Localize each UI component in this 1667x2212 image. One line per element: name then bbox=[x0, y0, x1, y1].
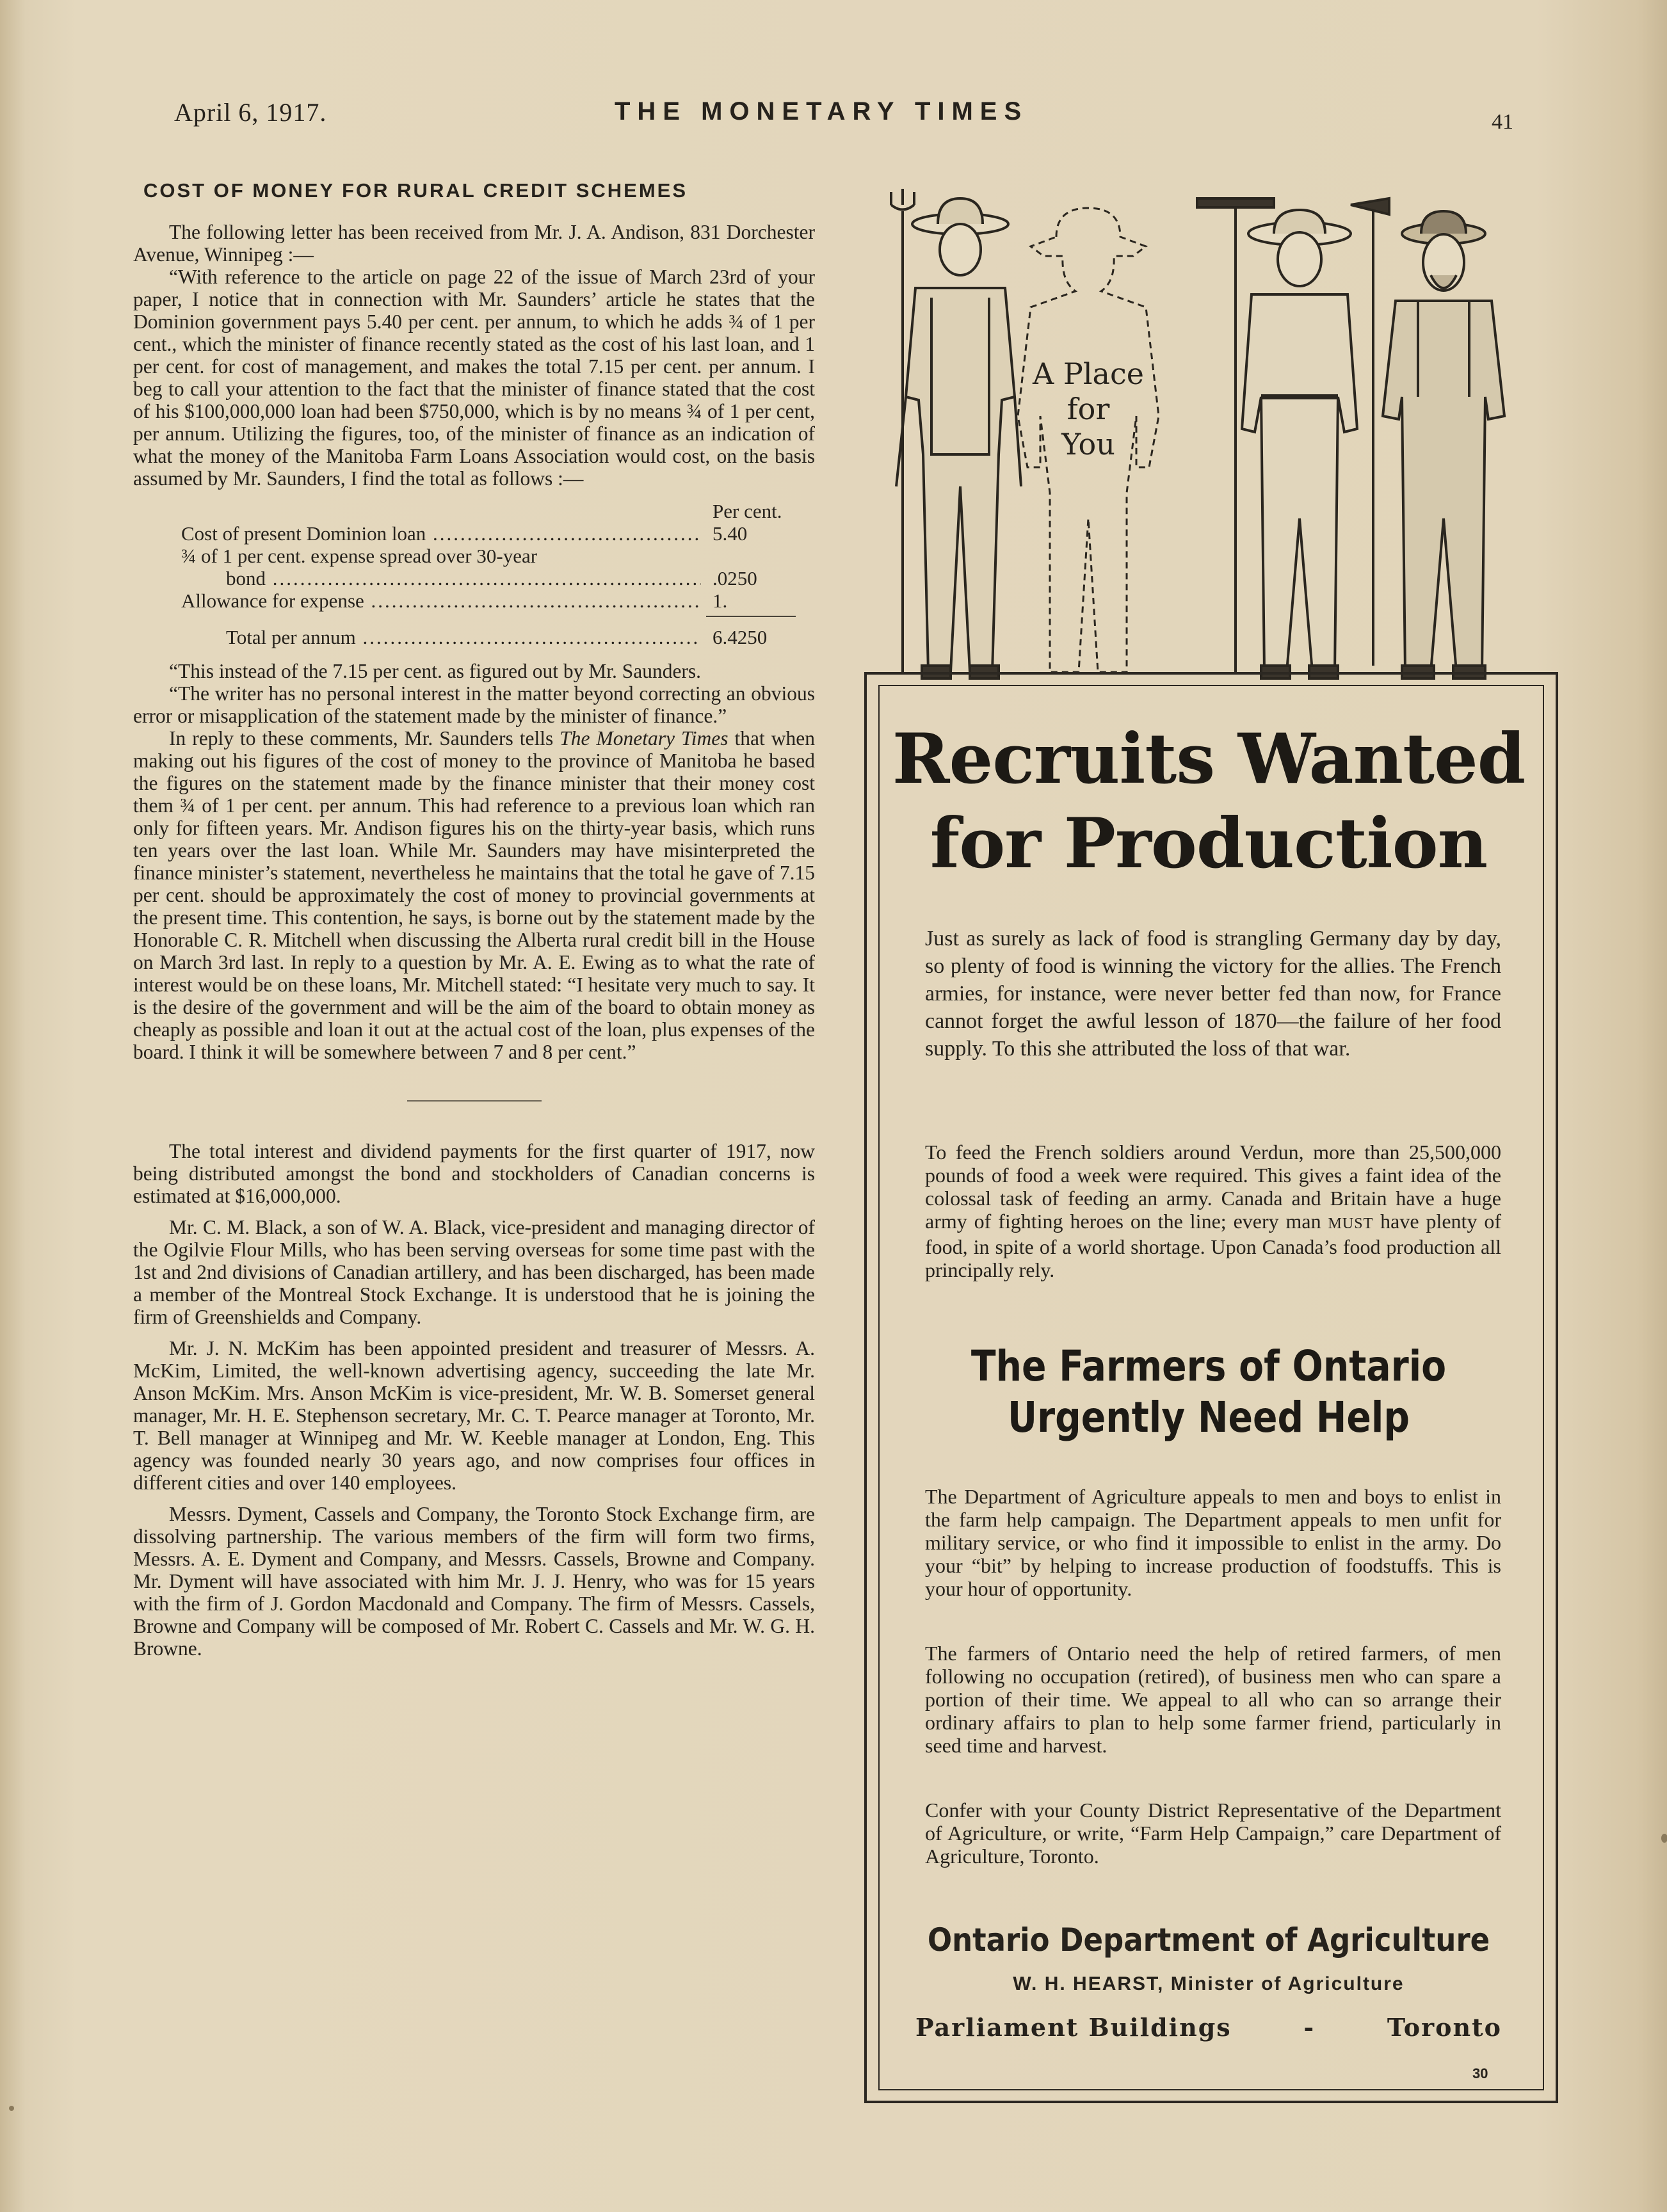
section-divider bbox=[407, 1100, 542, 1102]
calc-row-label: bond ..... bbox=[181, 567, 701, 589]
news-item: Messrs. Dyment, Cassels and Company, the Toronto Stock Exchange firm, are dissolving partnership. The various members of the firm will form two firms, Messrs. A. E. Dyment and Company, and Messrs. Cassels, Browne and Company. Mr. Dyment will have associated with him Mr. J. J. Henry, who was for 15 years with the firm of J. Gordon Macdonald and Company. The firm of Messrs. Cassels, Browne and Company will be composed of Mr. Robert C. Cassels and Mr. W. G. H. Browne. bbox=[133, 1503, 815, 1660]
calculation-table bbox=[181, 500, 796, 648]
calc-row-label: ¾ of 1 per cent. expense spread over 30-year bbox=[181, 545, 538, 567]
article-heading: COST OF MONEY FOR RURAL CREDIT SCHEMES bbox=[143, 179, 688, 202]
calc-row-label: Allowance for expense ..... bbox=[181, 589, 701, 612]
page-number: 41 bbox=[1492, 110, 1513, 134]
farmer-with-rake-figure bbox=[1197, 198, 1357, 678]
news-item: Mr. C. M. Black, a son of W. A. Black, vice-president and managing director of the Ogilvie Flour Mills, who has been serving overseas for some time past with the 1st and 2nd divisions of Canadian artillery, and has been discharged, has been made a member of the Montreal Stock Exchange. It is understood that he is joining the firm of Greenshields and Company. bbox=[133, 1216, 815, 1328]
calc-unit-header: Per cent. bbox=[713, 500, 782, 522]
left-column bbox=[133, 168, 815, 1660]
ad-address-city: Toronto bbox=[1387, 2013, 1502, 2042]
ad-subhead-line-2: Urgently Need Help bbox=[1008, 1393, 1410, 1442]
must-emphasis: MUST bbox=[1328, 1215, 1374, 1232]
calc-row-value: .0250 bbox=[713, 567, 757, 589]
paper-blemish bbox=[9, 2106, 14, 2111]
news-item: The total interest and dividend payments for the first quarter of 1917, now being distributed amongst the bond and stockholders of Canadian concerns is estimated at $16,000,000. bbox=[133, 1140, 815, 1207]
ad-department-name: Ontario Department of Agriculture bbox=[927, 1921, 1490, 1959]
farmer-with-pitchfork-figure bbox=[891, 189, 1021, 678]
ad-body-paragraph: The Department of Agriculture appeals to men and boys to enlist in the farm help campaign. The Department appeals to men unfit for military service, or who find it impossible to enlist in the army. Do your “bit” by helping to increase production of foodstuffs. This is your hour of opportunity. bbox=[925, 1485, 1501, 1600]
ad-address-building: Parliament Buildings bbox=[915, 2013, 1232, 2042]
ad-body-paragraph: To feed the French soldiers around Verdun, more than 25,500,000 pounds of food a week were required. This gives a faint idea of the colossal task of feeding an army. Canada and Britain have a huge army of fighting heroes on the line; every man MUST have plenty of food, in spite of a world shortage. Upon Canada’s food production all principally rely. bbox=[925, 1141, 1502, 1281]
article-paragraph: “With reference to the article on page 22 of the issue of March 23rd of your paper, I notice that in connection with Mr. Saunders’ article he states that the Dominion government pays 5.40 per cent. per annum, to which he adds ¾ of 1 per cent., which the minister of finance recently stated as the cost of his last loan, and 1 per cent. for cost of management, and makes the total 7.15 per cent. per annum. I beg to call your attention to the fact that the minister of finance stated that the cost of his $100,000,000 loan had been $750,000, which is by no means ¾ of 1 per cent, per annum. Utilizing the figures, too, of the minister of finance as an indication of what the money of the Manitoba Farm Loans Association would cost, on the basis assumed by Mr. Saunders, I find the total as follows :— bbox=[133, 266, 815, 490]
publication-name-italic: The Monetary Times bbox=[560, 727, 729, 749]
advertisement bbox=[864, 186, 1556, 2099]
calc-row-value: 1. bbox=[713, 589, 728, 612]
ad-headline-line-1: Recruits Wanted bbox=[892, 719, 1526, 799]
calc-row-label: Cost of present Dominion loan ..... bbox=[181, 522, 701, 545]
calc-row-value: 5.40 bbox=[713, 522, 748, 545]
paper-blemish bbox=[1661, 1834, 1667, 1843]
ad-address-dash: - bbox=[1303, 2013, 1316, 2042]
article-paragraph: “This instead of the 7.15 per cent. as figured out by Mr. Saunders. bbox=[169, 660, 702, 682]
ad-subhead-line-1: The Farmers of Ontario bbox=[970, 1342, 1447, 1391]
place-line-1: A Place bbox=[1033, 357, 1144, 391]
calc-total-label: Total per annum ..... bbox=[181, 626, 701, 648]
ad-body-paragraph: Confer with your County District Representative of the Department of Agriculture, or write, “Farm Help Campaign,” care Department of Agriculture, Toronto. bbox=[925, 1799, 1501, 1868]
news-item: Mr. J. N. McKim has been appointed president and treasurer of Messrs. A. McKim, Limited, the well-known advertising agency, succeeding the late Mr. Anson McKim. Mrs. Anson McKim is vice-president, Mr. W. B. Somerset general manager, Mr. H. E. Stephenson secretary, Mr. C. T. Pearce manager at Toronto, Mr. T. Bell manager at Winnipeg and Mr. W. Keeble manager at London, Eng. This agency was founded nearly 30 years ago, and now comprises four offices in different cities and over 140 employees. bbox=[133, 1337, 815, 1494]
article-paragraph: “The writer has no personal interest in the matter beyond correcting an obvious error or misapplication of the statement made by the minister of finance.” bbox=[133, 682, 815, 727]
issue-date: April 6, 1917. bbox=[174, 98, 327, 127]
publication-title: THE MONETARY TIMES bbox=[615, 97, 1029, 125]
ad-minister-line: W. H. HEARST, Minister of Agriculture bbox=[1013, 1973, 1405, 1994]
calc-total-value: 6.4250 bbox=[713, 626, 768, 648]
ad-body-paragraph: The farmers of Ontario need the help of retired farmers, of men following no occupation (retired), of business men who can spare a portion of their time. We appeal to all who can so arrange their ordinary affairs to plan to help some farmer friend, particularly in seed time and harvest. bbox=[925, 1642, 1501, 1757]
ad-headline-line-2: for Production bbox=[930, 803, 1488, 884]
ad-number: 30 bbox=[1472, 2065, 1488, 2081]
sum-rule bbox=[706, 616, 796, 617]
ad-address bbox=[915, 2013, 1502, 2042]
ad-body-paragraph: Just as surely as lack of food is strangling Germany day by day, so plenty of food is winning the victory for the allies. The French armies, for instance, were never better fed than now, for France cannot forget the awful lesson of 1870—the failure of her food supply. To this she attributed the loss of that war. bbox=[925, 927, 1501, 1061]
farmers-illustration bbox=[877, 186, 1543, 691]
place-line-2: for bbox=[1067, 392, 1110, 426]
farmer-with-hoe-figure bbox=[1351, 198, 1504, 678]
article-paragraph: In reply to these comments, Mr. Saunders tells The Monetary Times that when making out his figures of the cost of money to the province of Manitoba he based the figures on the statement made by the finance minister that their money cost them ¾ of 1 per cent. per annum. This had reference to a previous loan which ran only for fifteen years. Mr. Andison figures his on the thirty-year basis, which runs ten years over the last loan. While Mr. Saunders may have misinterpreted the finance minister’s statement, nevertheless he maintains that the total he gave of 7.15 per cent. should be approximately the cost of money to provincial governments at the present time. This contention, he says, is borne out by the statement made by the Honorable C. R. Mitchell when discussing the Alberta rural credit bill in the House on March 3rd last. In reply to a question by Mr. A. E. Ewing as to what the rate of interest would be on these loans, Mr. Mitchell stated: “I hesitate very much to say. It is the desire of the government and will be the aim of the board to obtain money as cheaply as possible and loan it out at the actual cost of the loan, plus expenses of the board. I think it will be somewhere between 7 and 8 per cent.” bbox=[133, 727, 816, 1063]
place-line-3: You bbox=[1061, 427, 1115, 461]
article-paragraph: The following letter has been received from Mr. J. A. Andison, 831 Dorchester Avenue, Winnipeg :— bbox=[133, 221, 815, 266]
